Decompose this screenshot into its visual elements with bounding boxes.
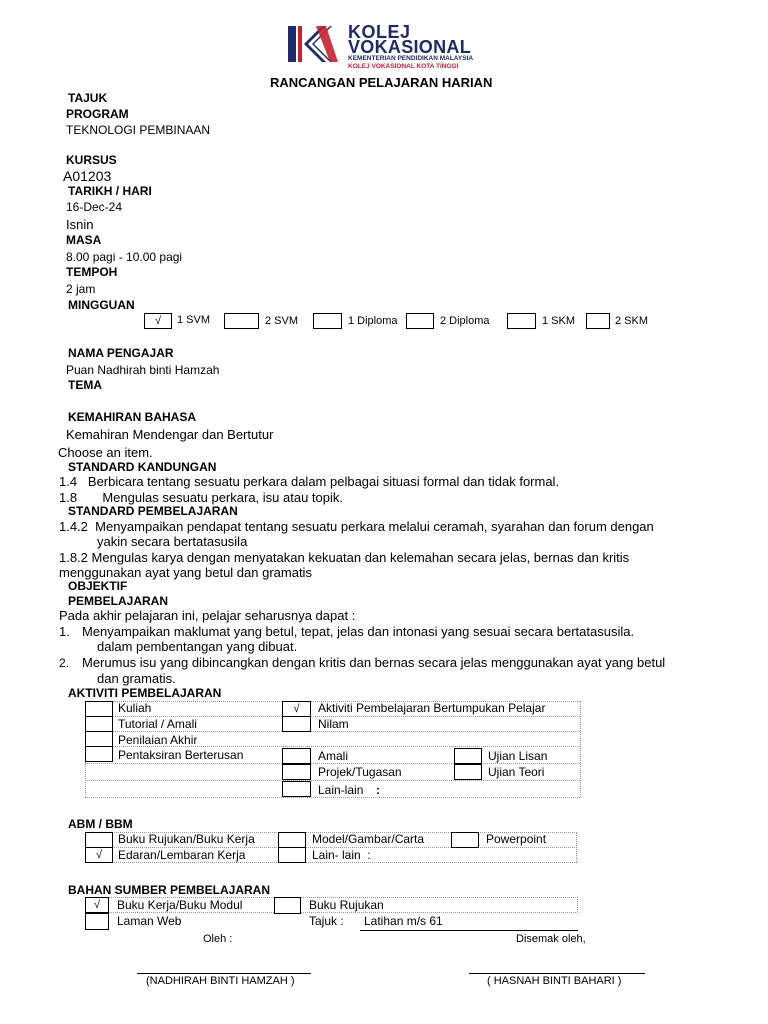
bahan-laman-web-label: Laman Web	[117, 914, 182, 928]
bahan-buku-rujukan-label: Buku Rujukan	[309, 898, 384, 912]
obj-1-number: 1.	[59, 624, 70, 639]
sk-item-2: 1.8 Mengulas sesuatu perkara, isu atau topik.	[59, 490, 343, 505]
tajuk-label: TAJUK	[68, 91, 108, 105]
amali-label: Amali	[318, 749, 349, 763]
ujian-lisan-checkbox[interactable]	[454, 748, 482, 764]
level-1diploma-checkbox[interactable]	[313, 313, 342, 329]
level-1skm-checkbox[interactable]	[507, 313, 536, 329]
tarikh-label: TARIKH / HARI	[68, 184, 152, 198]
bahan-tajuk-value: Latihan m/s 61	[364, 914, 443, 928]
kursus-label: KURSUS	[66, 153, 117, 167]
abm-model-checkbox[interactable]	[278, 832, 306, 848]
level-2skm-checkbox[interactable]	[586, 313, 610, 329]
obj-2-number: 2.	[59, 656, 70, 670]
obj-2a: Merumus isu yang dibincangkan dengan kritis dan bernas secara jelas menggunakan ayat yang betul	[82, 655, 666, 670]
obj-2b: dan gramatis.	[97, 671, 176, 686]
kemahiran-label: KEMAHIRAN BAHASA	[68, 410, 196, 424]
kursus-value: A01203	[63, 168, 112, 184]
check-mark-icon: √	[154, 315, 162, 327]
bertumpukan-label: Aktiviti Pembelajaran Bertumpukan Pelajar	[318, 701, 546, 715]
projek-checkbox[interactable]	[282, 764, 311, 780]
bahan-buku-kerja-label: Buku Kerja/Buku Modul	[117, 898, 243, 912]
tempoh-value: 2 jam	[66, 282, 96, 296]
sp-item-2a: 1.8.2 Mengulas karya dengan menyatakan kekuatan dan kelemahan secara jelas, bernas dan kritis	[59, 550, 630, 565]
ujian-teori-checkbox[interactable]	[454, 764, 482, 780]
aktiviti-label: AKTIVITI PEMBELAJARAN	[68, 686, 222, 700]
sp-item-1a: 1.4.2 Menyampaikan pendapat tentang sesuatu perkara melalui ceramah, syarahan dan forum dengan	[59, 519, 654, 534]
bahan-buku-kerja-checkbox[interactable]	[85, 897, 109, 913]
nilam-label: Nilam	[318, 717, 349, 731]
level-1svm-label: 1 SVM	[177, 314, 211, 326]
logo-line-4: KOLEJ VOKASIONAL KOTA TINGGI	[348, 63, 459, 70]
sk-label: STANDARD KANDUNGAN	[68, 460, 217, 474]
abm-model-label: Model/Gambar/Carta	[312, 832, 425, 846]
abm-buku-checkbox[interactable]	[85, 832, 113, 848]
abm-lain-checkbox[interactable]	[278, 847, 306, 863]
ujian-lisan-label: Ujian Lisan	[488, 749, 548, 763]
level-2diploma-label: 2 Diploma	[440, 315, 490, 327]
check-mark-icon: √	[93, 899, 101, 911]
bahan-label: BAHAN SUMBER PEMBELAJARAN	[68, 883, 271, 897]
signature-line-2	[469, 973, 645, 974]
objektif-intro: Pada akhir pelajaran ini, pelajar seharusnya dapat :	[59, 608, 356, 623]
masa-label: MASA	[66, 233, 102, 247]
bahan-tajuk-label: Tajuk :	[309, 914, 344, 928]
tema-label: TEMA	[68, 378, 102, 392]
logo	[286, 24, 496, 74]
level-1diploma-label: 1 Diploma	[348, 315, 398, 327]
level-2skm-label: 2 SKM	[615, 315, 649, 327]
tempoh-label: TEMPOH	[66, 265, 118, 279]
hari-value: Isnin	[66, 217, 94, 232]
abm-edaran-label: Edaran/Lembaran Kerja	[118, 848, 246, 862]
level-2svm-label: 2 SVM	[265, 315, 299, 327]
lainlain-colon: :	[376, 783, 380, 797]
logo-line-2: VOKASIONAL	[348, 37, 472, 57]
abm-buku-label: Buku Rujukan/Buku Kerja	[118, 832, 255, 846]
choose-item-dropdown[interactable]: Choose an item.	[58, 445, 153, 460]
penilaian-checkbox[interactable]	[85, 731, 113, 747]
sp-label: STANDARD PEMBELAJARAN	[68, 504, 238, 518]
kemahiran-value: Kemahiran Mendengar dan Bertutur	[66, 427, 274, 442]
oleh-label: Oleh :	[203, 933, 233, 945]
abm-lain-label: Lain- lain :	[312, 848, 371, 862]
tarikh-value: 16-Dec-24	[66, 200, 123, 214]
level-1skm-label: 1 SKM	[542, 315, 576, 327]
check-mark-icon: √	[95, 849, 103, 861]
penilaian-label: Penilaian Akhir	[118, 733, 198, 747]
nilam-checkbox[interactable]	[282, 716, 311, 732]
kuliah-label: Kuliah	[118, 701, 152, 715]
bahan-laman-web-checkbox[interactable]	[85, 913, 109, 930]
signatory-2: ( HASNAH BINTI BAHARI )	[487, 975, 622, 987]
level-2diploma-checkbox[interactable]	[406, 313, 434, 329]
projek-label: Projek/Tugasan	[318, 765, 402, 779]
level-1svm-checkbox[interactable]	[144, 313, 172, 329]
sp-item-1b: yakin secara bertatasusila	[97, 534, 248, 549]
abm-powerpoint-label: Powerpoint	[486, 832, 547, 846]
level-2svm-checkbox[interactable]	[224, 313, 259, 329]
ujian-teori-label: Ujian Teori	[488, 765, 545, 779]
sp-item-2b: menggunakan ayat yang betul dan gramatis	[59, 565, 312, 580]
logo-line-3: KEMENTERIAN PENDIDIKAN MALAYSIA	[348, 55, 474, 62]
page-title: RANCANGAN PELAJARAN HARIAN	[270, 75, 493, 90]
check-mark-icon: √	[293, 703, 300, 715]
tutorial-label: Tutorial / Amali	[118, 717, 197, 731]
sk-item-1: 1.4 Berbicara tentang sesuatu perkara dalam pelbagai situasi formal dan tidak formal.	[59, 474, 560, 489]
pentaksiran-checkbox[interactable]	[85, 746, 113, 762]
obj-1a: Menyampaikan maklumat yang betul, tepat, jelas dan intonasi yang sesuai secara bertatasusila.	[82, 624, 635, 639]
objektif-label: OBJEKTIF	[68, 579, 128, 593]
disemak-label: Disemak oleh,	[516, 933, 586, 945]
lainlain-label: Lain-lain	[318, 783, 364, 797]
signatory-1: (NADHIRAH BINTI HAMZAH )	[146, 975, 295, 987]
bahan-buku-rujukan-checkbox[interactable]	[274, 897, 301, 914]
kv-logo-emblem-icon	[286, 24, 342, 64]
pembelajaran-label: PEMBELAJARAN	[68, 594, 169, 608]
program-value: TEKNOLOGI PEMBINAAN	[66, 123, 211, 137]
masa-value: 8.00 pagi - 10.00 pagi	[66, 250, 183, 264]
program-label: PROGRAM	[66, 107, 129, 121]
signature-line-1	[137, 973, 311, 974]
abm-edaran-checkbox[interactable]	[85, 847, 113, 863]
lainlain-checkbox[interactable]	[282, 781, 311, 797]
bertumpukan-checkbox[interactable]	[282, 701, 311, 717]
amali-checkbox[interactable]	[282, 748, 311, 764]
abm-powerpoint-checkbox[interactable]	[451, 832, 479, 848]
mingguan-label: MINGGUAN	[68, 298, 135, 312]
kuliah-checkbox[interactable]	[85, 701, 113, 717]
logo-line-1: KOLEJ	[348, 22, 411, 42]
pentaksiran-label: Pentaksiran Berterusan	[118, 748, 244, 762]
pengajar-value: Puan Nadhirah binti Hamzah	[66, 363, 220, 377]
abm-label: ABM / BBM	[68, 817, 133, 831]
obj-1b: dalam pembentangan yang dibuat.	[97, 639, 298, 654]
pengajar-label: NAMA PENGAJAR	[68, 346, 174, 360]
tutorial-checkbox[interactable]	[85, 716, 113, 732]
